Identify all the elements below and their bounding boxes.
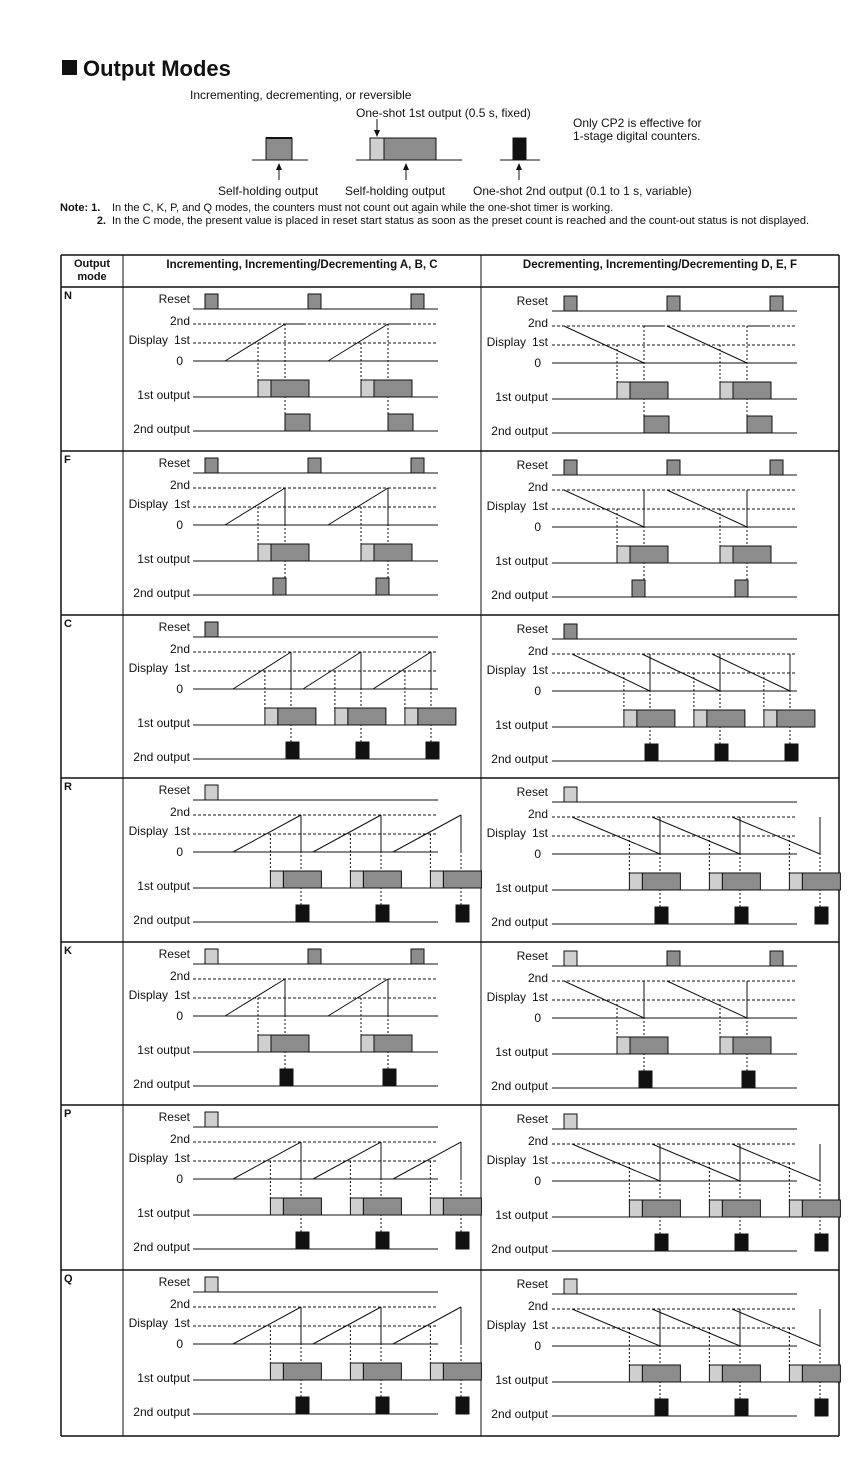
signal-label-1st: 1st (173, 497, 190, 511)
reset-pulse (411, 294, 424, 309)
first-output-dark (271, 1035, 309, 1052)
first-output-light (430, 1363, 443, 1380)
signal-label-reset: Reset (516, 1277, 548, 1291)
incrementing-panel (129, 620, 456, 764)
signal-label-1st: 1st (173, 333, 190, 347)
decrementing-panel (487, 785, 841, 929)
signal-label-display: Display (486, 1153, 526, 1167)
mode-letter: N (64, 290, 72, 302)
mode-letter: F (64, 454, 71, 466)
first-output-dark (443, 871, 481, 888)
signal-label-1st: 1st (531, 499, 548, 513)
signal-label-2nd-output: 2nd output (133, 1077, 190, 1091)
reset-pulse (564, 296, 577, 311)
first-output-dark (363, 871, 401, 888)
signal-label-2nd-output: 2nd output (133, 913, 190, 927)
signal-label-1st-output: 1st output (495, 881, 548, 895)
first-output-dark (733, 1037, 771, 1054)
signal-label-2nd: 2nd (527, 480, 548, 494)
first-output-dark (630, 546, 668, 563)
first-output-dark (707, 710, 745, 727)
reset-pulse (411, 949, 424, 964)
incrementing-panel (129, 456, 438, 600)
second-output-pulse (280, 1069, 293, 1086)
signal-label-display: Display (486, 826, 526, 840)
first-output-light (270, 1198, 283, 1215)
first-output-light (430, 1198, 443, 1215)
signal-label-reset: Reset (158, 456, 190, 470)
first-output-dark (802, 1200, 840, 1217)
signal-label-2nd-output: 2nd output (491, 1242, 548, 1256)
note-1-number: Note: 1. (60, 202, 101, 214)
signal-label-display: Display (486, 990, 526, 1004)
decrementing-panel (487, 622, 815, 766)
signal-label-2nd: 2nd (527, 316, 548, 330)
first-output-dark (642, 873, 680, 890)
second-output-pulse (383, 1069, 396, 1086)
second-output (632, 580, 645, 597)
first-output-dark (642, 1200, 680, 1217)
second-output-pulse (376, 1397, 389, 1414)
first-output-dark (733, 546, 771, 563)
signal-label-reset: Reset (516, 458, 548, 472)
first-output-light (709, 1200, 722, 1217)
signal-label-2nd: 2nd (527, 1134, 548, 1148)
signal-label-reset: Reset (516, 785, 548, 799)
signal-label-zero: 0 (176, 845, 183, 859)
count-ramp (572, 817, 660, 854)
first-output-light (405, 708, 418, 725)
signal-label-1st: 1st (531, 1318, 548, 1332)
first-output-light (720, 546, 733, 563)
reset-pulse (205, 1277, 218, 1292)
header-mode-label: Output (73, 258, 111, 270)
cp2-note-line2: 1-stage digital counters. (573, 129, 701, 143)
signal-label-1st: 1st (173, 1151, 190, 1165)
signal-label-2nd: 2nd (169, 805, 190, 819)
header-mode-label: mode (77, 271, 107, 283)
first-output-light (720, 382, 733, 399)
signal-label-2nd: 2nd (527, 1299, 548, 1313)
signal-label-1st-output: 1st output (137, 552, 190, 566)
count-ramp (732, 817, 820, 854)
signal-label-display: Display (128, 333, 168, 347)
first-output-light (361, 544, 374, 561)
signal-label-1st: 1st (531, 335, 548, 349)
decrementing-panel (487, 294, 797, 438)
legend-top-label: Incrementing, decrementing, or reversible (190, 88, 412, 102)
table-header (74, 258, 797, 283)
reset-pulse (205, 785, 218, 800)
first-output-dark (802, 873, 840, 890)
mode-row-f (64, 454, 797, 602)
signal-label-display: Display (128, 1151, 168, 1165)
signal-label-1st: 1st (531, 663, 548, 677)
signal-label-zero: 0 (176, 1172, 183, 1186)
mode-letter: K (64, 945, 72, 957)
count-ramp (652, 1144, 740, 1181)
second-output-pulse (286, 742, 299, 759)
cp2-note-line1: Only CP2 is effective for (573, 116, 702, 130)
mode-letter: C (64, 618, 72, 630)
first-output-dark (271, 380, 309, 397)
reset-pulse (205, 458, 218, 473)
signal-label-2nd-output: 2nd output (133, 422, 190, 436)
signal-label-1st-output: 1st output (495, 554, 548, 568)
signal-label-display: Display (128, 824, 168, 838)
note-1-text: In the C, K, P, and Q modes, the counters must not count out again while the one-shot timer is working. (112, 202, 614, 214)
second-output-pulse (815, 1399, 828, 1416)
signal-label-1st-output: 1st output (137, 1206, 190, 1220)
note-2-text: In the C mode, the present value is placed in reset start status as soon as the preset count is reached and the count-out status is not displayed. (112, 215, 810, 227)
second-output-pulse (296, 1397, 309, 1414)
signal-label-2nd-output: 2nd output (133, 750, 190, 764)
signal-label-2nd-output: 2nd output (491, 752, 548, 766)
reset-pulse (308, 294, 321, 309)
first-output-dark (271, 544, 309, 561)
signal-label-1st: 1st (531, 826, 548, 840)
first-output-dark (283, 871, 321, 888)
signal-label-reset: Reset (158, 1275, 190, 1289)
signal-label-1st: 1st (531, 990, 548, 1004)
first-output-light (430, 871, 443, 888)
second-output-pulse (735, 1399, 748, 1416)
signal-label-2nd-output: 2nd output (491, 915, 548, 929)
signal-label-1st-output: 1st output (495, 1045, 548, 1059)
signal-label-2nd: 2nd (527, 807, 548, 821)
second-output-pulse (715, 744, 728, 761)
second-output-pulse (815, 1234, 828, 1251)
second-output-pulse (655, 1234, 668, 1251)
first-output-light (335, 708, 348, 725)
second-output (285, 414, 310, 431)
mode-row-r (64, 781, 840, 929)
reset-pulse (411, 458, 424, 473)
count-ramp (572, 1309, 660, 1346)
signal-label-display: Display (486, 1318, 526, 1332)
signal-label-display: Display (486, 663, 526, 677)
first-output-light (258, 380, 271, 397)
signal-label-display: Display (486, 499, 526, 513)
signal-label-2nd-output: 2nd output (491, 424, 548, 438)
first-output-light (350, 871, 363, 888)
signal-label-reset: Reset (516, 622, 548, 636)
incrementing-panel (129, 947, 438, 1091)
first-output-dark (363, 1363, 401, 1380)
signal-label-2nd: 2nd (169, 314, 190, 328)
first-output-light (617, 382, 630, 399)
second-output-pulse (426, 742, 439, 759)
second-output-pulse (645, 744, 658, 761)
second-output (747, 416, 772, 433)
second-output-pulse (456, 905, 469, 922)
legend-oneshot-first: One-shot 1st output (0.5 s, fixed) (356, 106, 531, 120)
legend-oneshot-second: One-shot 2nd output (0.1 to 1 s, variable) (473, 184, 692, 198)
count-ramp (652, 1309, 740, 1346)
reset-pulse (564, 1279, 577, 1294)
first-output-light (258, 1035, 271, 1052)
second-output (644, 416, 669, 433)
signal-label-zero: 0 (176, 1009, 183, 1023)
signal-label-zero: 0 (534, 1011, 541, 1025)
reset-pulse (667, 460, 680, 475)
signal-label-zero: 0 (176, 354, 183, 368)
signal-label-reset: Reset (516, 1112, 548, 1126)
signal-label-reset: Reset (158, 620, 190, 634)
reset-pulse (564, 951, 577, 966)
second-output-pulse (735, 1234, 748, 1251)
first-output-light (270, 1363, 283, 1380)
mode-row-c (64, 618, 815, 766)
signal-label-display: Display (128, 1316, 168, 1330)
first-output-dark (278, 708, 316, 725)
signal-label-1st-output: 1st output (495, 1373, 548, 1387)
first-output-light (361, 1035, 374, 1052)
second-output-pulse (742, 1071, 755, 1088)
mode-letter: P (64, 1108, 72, 1120)
second-output (376, 578, 389, 595)
second-output-pulse (815, 907, 828, 924)
reset-pulse (667, 951, 680, 966)
page-title: Output Modes (62, 56, 231, 82)
second-output (735, 580, 748, 597)
signal-label-1st-output: 1st output (495, 718, 548, 732)
signal-label-display: Display (486, 335, 526, 349)
first-output-dark (348, 708, 386, 725)
count-ramp (233, 652, 291, 689)
first-output-dark (443, 1198, 481, 1215)
reset-pulse (205, 949, 218, 964)
second-output-pulse (376, 1232, 389, 1249)
first-output-light (350, 1363, 363, 1380)
decrementing-panel (487, 1277, 841, 1421)
decrementing-panel (487, 949, 797, 1093)
signal-label-2nd-output: 2nd output (133, 586, 190, 600)
signal-label-2nd-output: 2nd output (491, 588, 548, 602)
decrementing-panel (487, 458, 797, 602)
signal-label-2nd: 2nd (169, 642, 190, 656)
signal-label-zero: 0 (534, 847, 541, 861)
signal-label-reset: Reset (158, 947, 190, 961)
signal-label-reset: Reset (158, 783, 190, 797)
signal-label-1st-output: 1st output (137, 388, 190, 402)
incrementing-panel (129, 1275, 482, 1419)
signal-label-2nd-output: 2nd output (133, 1405, 190, 1419)
first-output-dark (443, 1363, 481, 1380)
signal-label-1st-output: 1st output (137, 1371, 190, 1385)
signal-label-1st-output: 1st output (137, 716, 190, 730)
signal-label-zero: 0 (534, 684, 541, 698)
signal-label-1st-output: 1st output (137, 1043, 190, 1057)
first-output-dark (283, 1198, 321, 1215)
first-output-dark (374, 544, 412, 561)
reset-pulse (308, 949, 321, 964)
first-output-light (764, 710, 777, 727)
reset-pulse (564, 624, 577, 639)
first-output-dark (777, 710, 815, 727)
first-output-light (789, 873, 802, 890)
first-output-dark (418, 708, 456, 725)
header-dec-label: Decrementing, Incrementing/Decrementing D, E, F (522, 259, 798, 271)
count-ramp (732, 1309, 820, 1346)
reset-pulse (564, 1114, 577, 1129)
reset-pulse (205, 1112, 218, 1127)
signal-label-2nd: 2nd (169, 1132, 190, 1146)
first-output-light (617, 1037, 630, 1054)
signal-label-zero: 0 (534, 1174, 541, 1188)
signal-label-zero: 0 (534, 1339, 541, 1353)
reset-pulse (770, 951, 783, 966)
signal-label-1st: 1st (173, 824, 190, 838)
signal-label-1st: 1st (531, 1153, 548, 1167)
first-output-light (694, 710, 707, 727)
second-output-pulse (356, 742, 369, 759)
signal-label-2nd: 2nd (527, 644, 548, 658)
incrementing-panel (129, 783, 482, 927)
signal-label-reset: Reset (516, 294, 548, 308)
second-output-pulse (456, 1232, 469, 1249)
first-output-light (270, 871, 283, 888)
count-ramp (572, 1144, 660, 1181)
second-output-pulse (785, 744, 798, 761)
second-output-pulse (655, 907, 668, 924)
mode-letter: R (64, 781, 72, 793)
signal-label-zero: 0 (176, 1337, 183, 1351)
mode-row-p (64, 1108, 840, 1256)
header-inc-label: Incrementing, Incrementing/Decrementing A, B, C (166, 259, 438, 271)
reset-pulse (205, 622, 218, 637)
mode-letter: Q (64, 1273, 73, 1285)
count-ramp (732, 1144, 820, 1181)
signal-label-2nd-output: 2nd output (491, 1079, 548, 1093)
signal-label-2nd: 2nd (169, 969, 190, 983)
first-output-dark (802, 1365, 840, 1382)
signal-label-2nd: 2nd (527, 971, 548, 985)
decrementing-panel (487, 1112, 841, 1256)
incrementing-panel (129, 292, 438, 436)
reset-pulse (308, 458, 321, 473)
first-output-dark (733, 382, 771, 399)
first-output-light (709, 1365, 722, 1382)
first-output-light (629, 873, 642, 890)
first-output-dark (363, 1198, 401, 1215)
signal-label-zero: 0 (176, 682, 183, 696)
first-output-light (629, 1200, 642, 1217)
second-output-pulse (296, 1232, 309, 1249)
signal-label-1st: 1st (173, 1316, 190, 1330)
mode-row-n (64, 290, 797, 438)
signal-label-1st-output: 1st output (495, 390, 548, 404)
first-output-dark (630, 1037, 668, 1054)
reset-pulse (205, 294, 218, 309)
first-output-dark (374, 1035, 412, 1052)
reset-pulse (564, 460, 577, 475)
signal-label-display: Display (128, 661, 168, 675)
first-output-light (265, 708, 278, 725)
count-ramp (303, 652, 361, 689)
signal-label-2nd: 2nd (169, 478, 190, 492)
signal-label-reset: Reset (158, 292, 190, 306)
incrementing-panel (129, 1110, 482, 1254)
second-output-pulse (735, 907, 748, 924)
first-output-dark (374, 380, 412, 397)
first-output-light (709, 873, 722, 890)
first-output-light (350, 1198, 363, 1215)
signal-label-display: Display (128, 988, 168, 1002)
signal-label-2nd-output: 2nd output (491, 1407, 548, 1421)
first-output-dark (642, 1365, 680, 1382)
note-2-number: 2. (96, 215, 106, 227)
signal-label-1st-output: 1st output (495, 1208, 548, 1222)
signal-label-display: Display (128, 497, 168, 511)
first-output-light (789, 1365, 802, 1382)
count-ramp (373, 652, 431, 689)
first-output-light (720, 1037, 733, 1054)
first-output-dark (722, 873, 760, 890)
legend-self-holding-1: Self-holding output (218, 184, 319, 198)
signal-label-reset: Reset (516, 949, 548, 963)
second-output-pulse (639, 1071, 652, 1088)
signal-label-1st: 1st (173, 988, 190, 1002)
mode-row-q (64, 1273, 840, 1421)
second-output-pulse (655, 1399, 668, 1416)
reset-pulse (564, 787, 577, 802)
signal-label-1st: 1st (173, 661, 190, 675)
first-output-light (624, 710, 637, 727)
first-output-light (789, 1200, 802, 1217)
first-output-light (361, 380, 374, 397)
first-output-dark (722, 1200, 760, 1217)
signal-label-reset: Reset (158, 1110, 190, 1124)
signal-label-zero: 0 (176, 518, 183, 532)
first-output-light (617, 546, 630, 563)
legend-self-holding-2: Self-holding output (345, 184, 446, 198)
signal-label-zero: 0 (534, 520, 541, 534)
first-output-dark (630, 382, 668, 399)
first-output-light (258, 544, 271, 561)
signal-label-zero: 0 (534, 356, 541, 370)
reset-pulse (667, 296, 680, 311)
second-output-pulse (296, 905, 309, 922)
second-output (273, 578, 286, 595)
second-output-pulse (456, 1397, 469, 1414)
second-output (388, 414, 413, 431)
first-output-light (629, 1365, 642, 1382)
mode-row-k (64, 945, 797, 1093)
first-output-dark (283, 1363, 321, 1380)
reset-pulse (770, 460, 783, 475)
reset-pulse (770, 296, 783, 311)
signal-label-2nd-output: 2nd output (133, 1240, 190, 1254)
count-ramp (652, 817, 740, 854)
second-output-pulse (376, 905, 389, 922)
first-output-dark (722, 1365, 760, 1382)
signal-label-2nd: 2nd (169, 1297, 190, 1311)
signal-label-1st-output: 1st output (137, 879, 190, 893)
first-output-dark (637, 710, 675, 727)
